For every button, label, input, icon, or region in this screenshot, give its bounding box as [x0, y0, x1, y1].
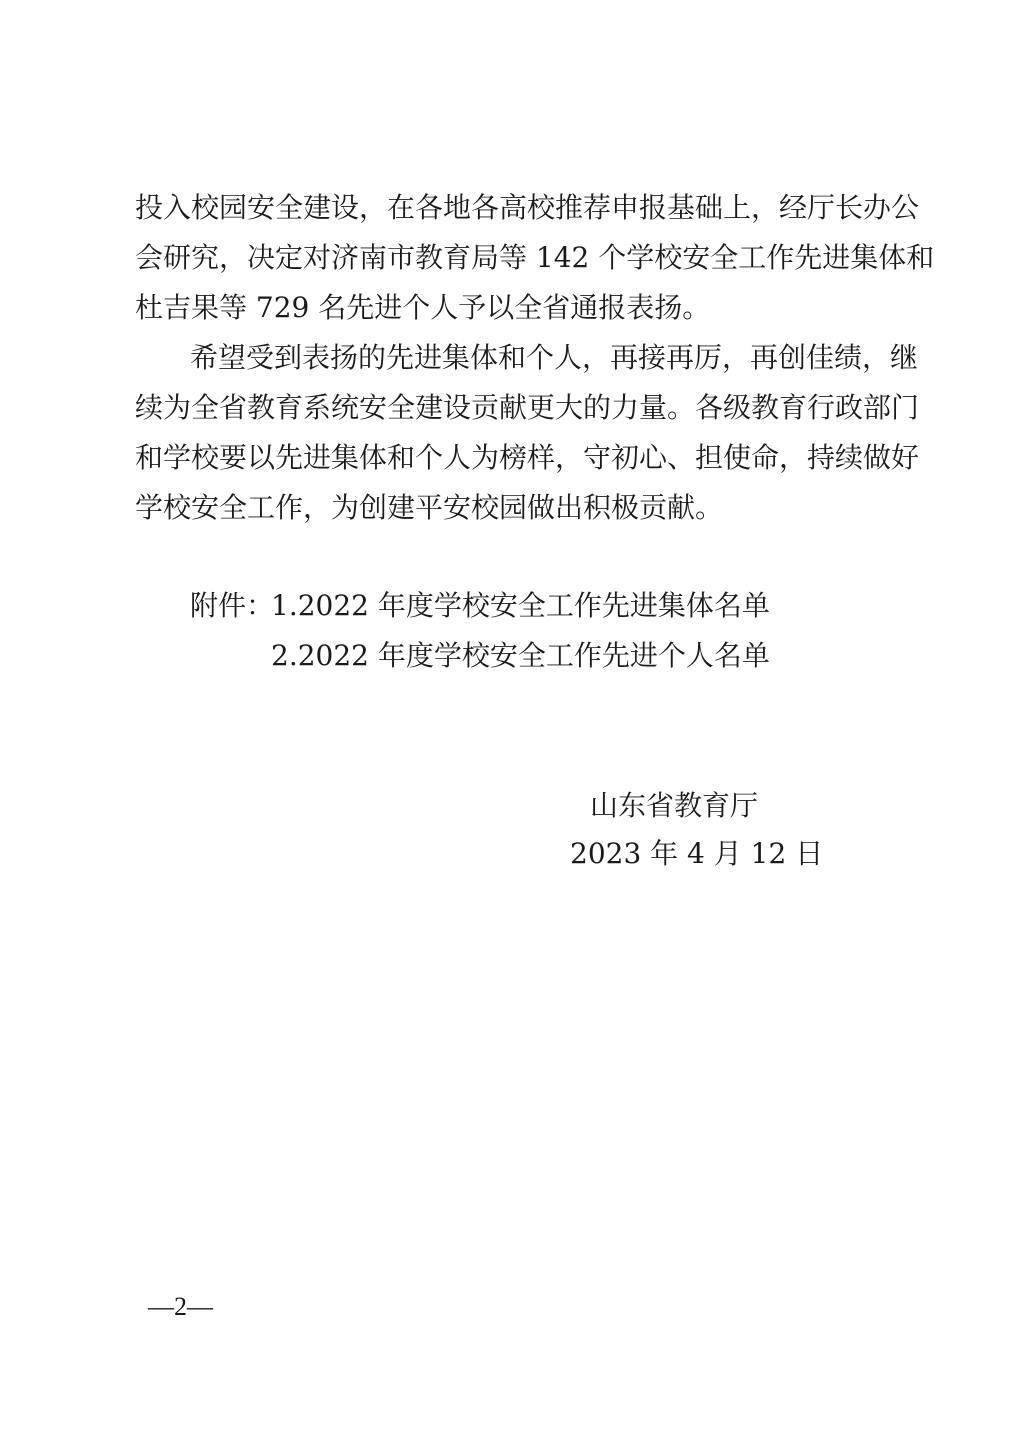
- issue-date: 2023 年 4 月 12 日: [570, 837, 824, 870]
- attachments-label: 附件：: [190, 589, 275, 622]
- paragraph-1-line-3: 杜吉果等 729 名先进个人予以全省通报表扬。: [135, 291, 711, 324]
- attachment-item-2: 2.2022 年度学校安全工作先进个人名单: [271, 639, 770, 672]
- paragraph-2-line-2: 续为全省教育系统安全建设贡献更大的力量。各级教育行政部门: [135, 391, 920, 424]
- page-number: —2—: [148, 1292, 213, 1321]
- paragraph-1-line-1: 投入校园安全建设，在各地各高校推荐申报基础上，经厅长办公: [135, 191, 920, 224]
- attachment-item-1: 1.2022 年度学校安全工作先进集体名单: [271, 589, 770, 622]
- paragraph-2-line-3: 和学校要以先进集体和个人为榜样，守初心、担使命，持续做好: [135, 441, 920, 474]
- issuer-name: 山东省教育厅: [590, 789, 759, 822]
- paragraph-2-line-4: 学校安全工作，为创建平安校园做出积极贡献。: [135, 491, 724, 524]
- paragraph-2-line-1: 希望受到表扬的先进集体和个人，再接再厉，再创佳绩，继: [190, 341, 919, 374]
- paragraph-1-line-2: 会研究，决定对济南市教育局等 142 个学校安全工作先进集体和: [135, 241, 935, 274]
